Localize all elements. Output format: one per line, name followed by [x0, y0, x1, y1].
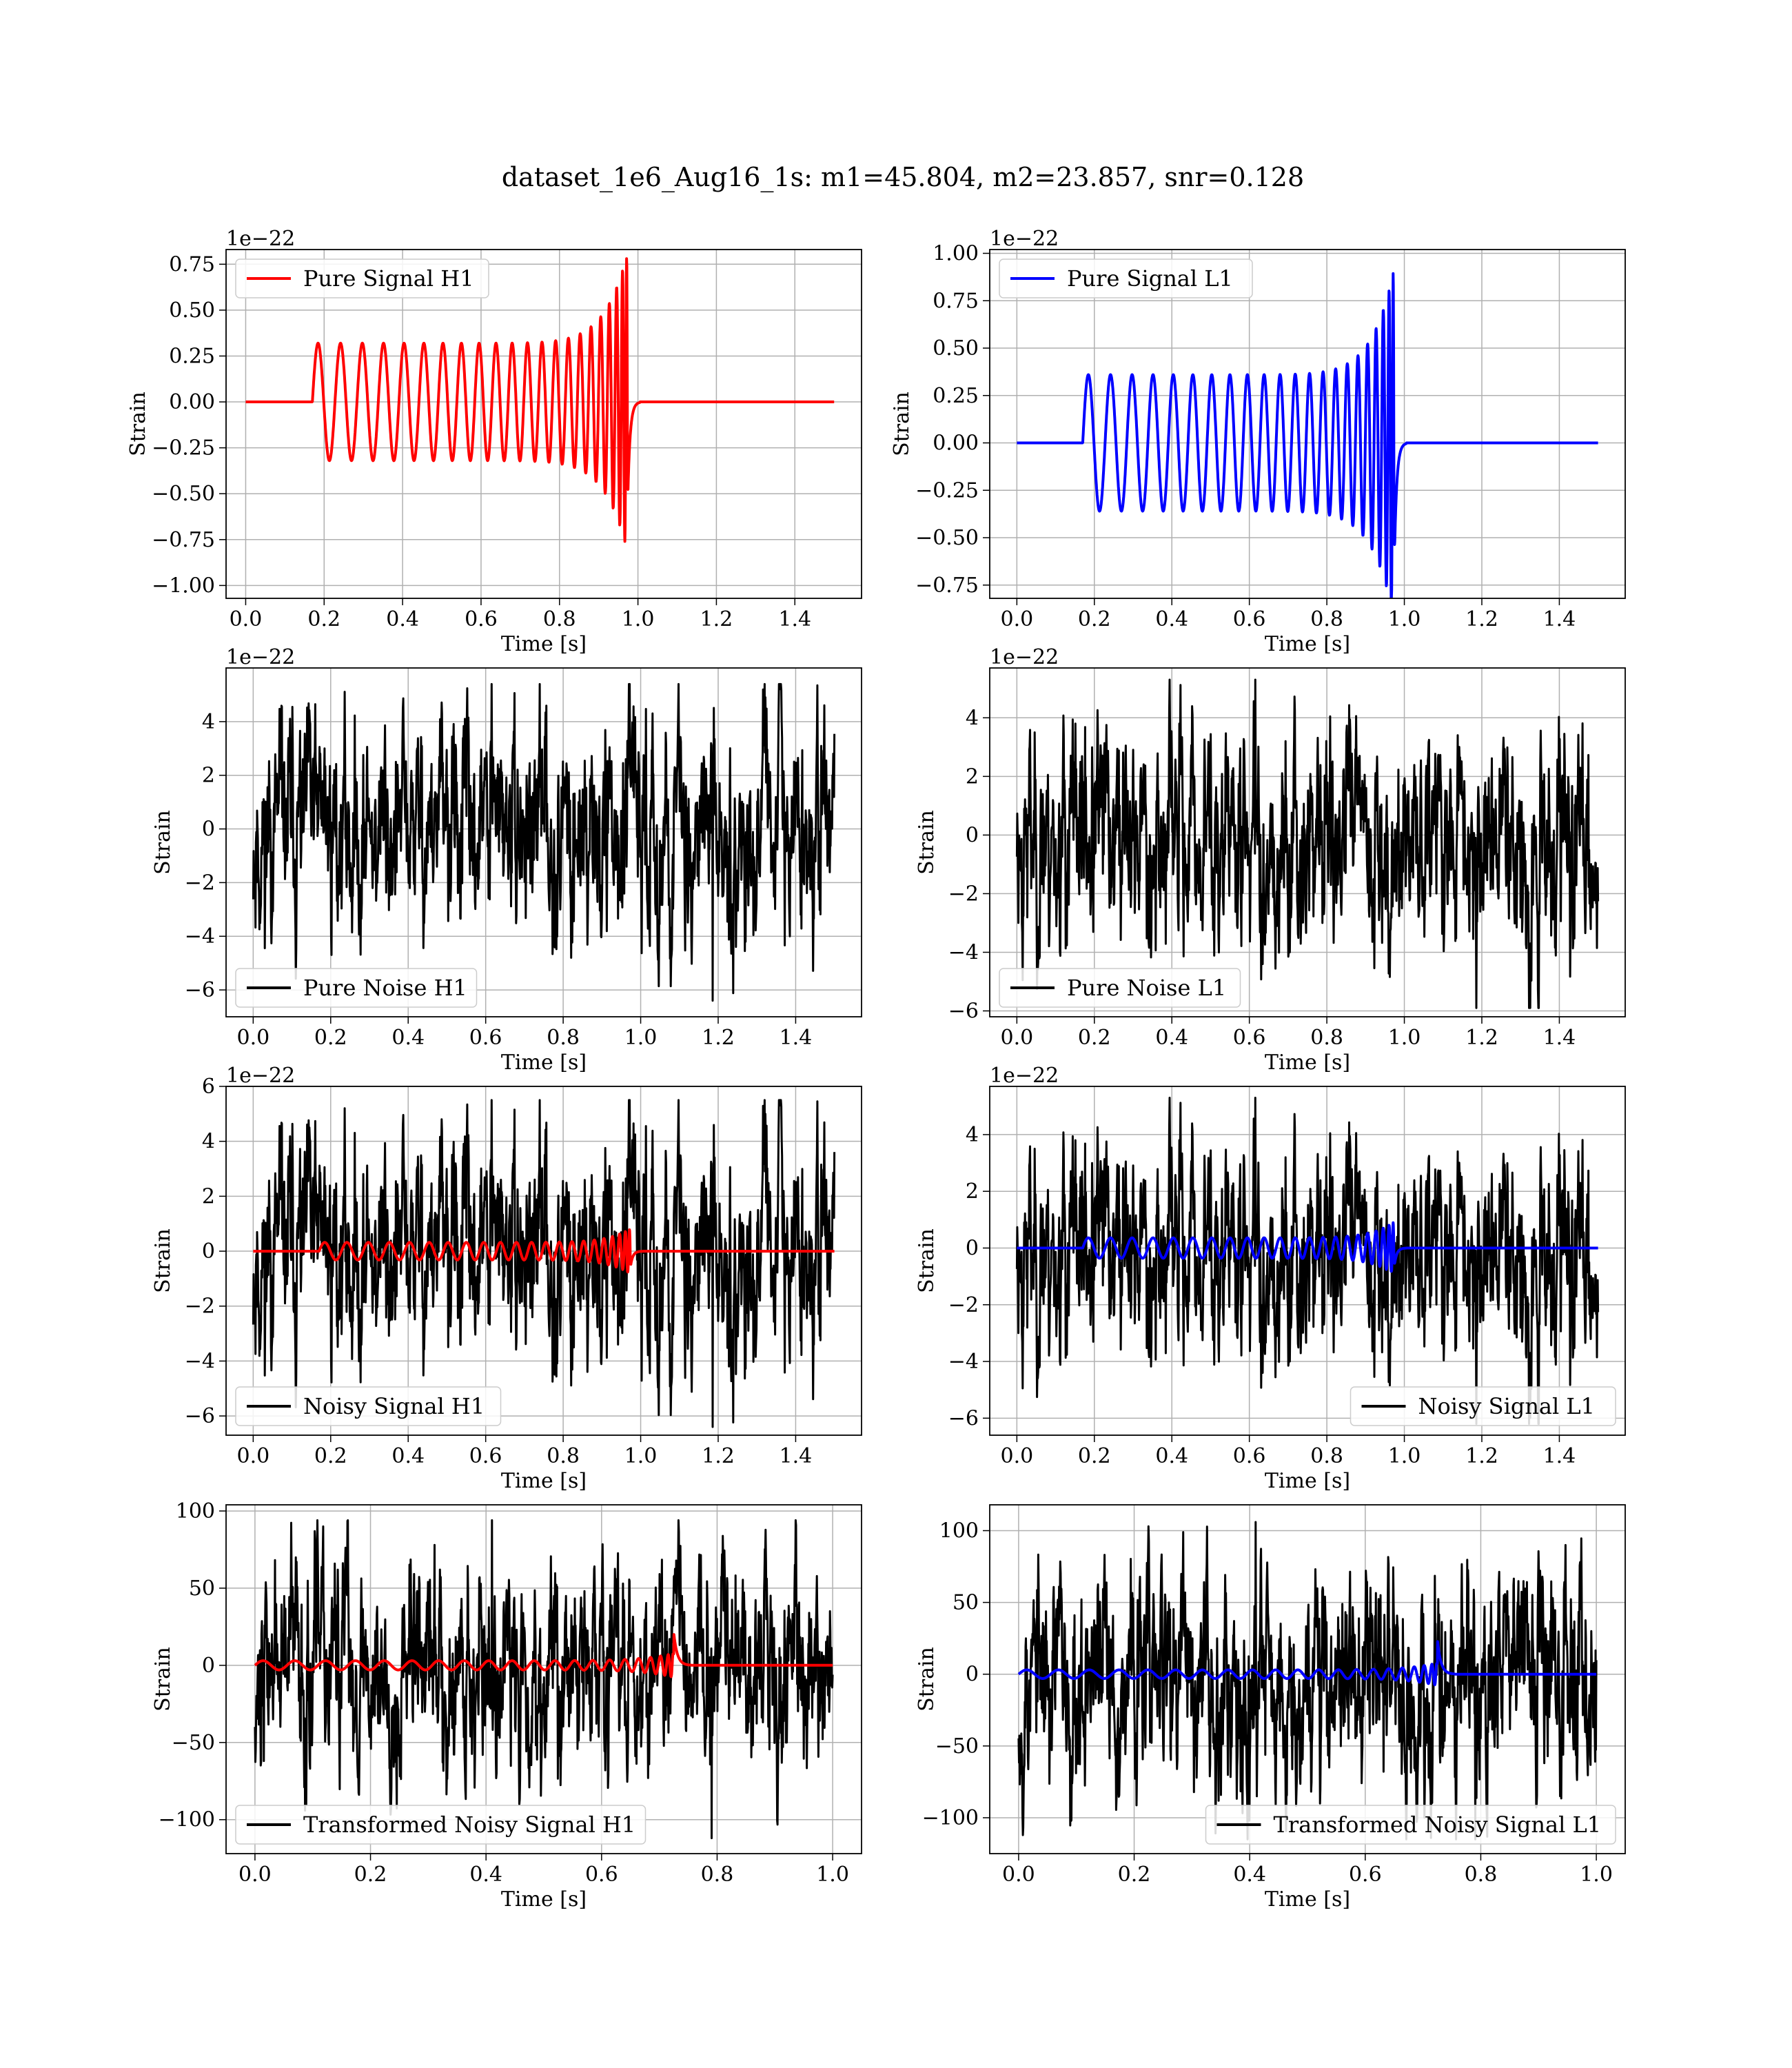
x-tick-label: 1.4	[1542, 1444, 1576, 1468]
x-tick-label: 0.0	[229, 607, 263, 631]
x-axis-label: Time [s]	[500, 632, 587, 656]
y-tick-label: −2	[184, 1294, 215, 1319]
y-tick-label: 0.25	[933, 383, 979, 408]
y-tick-label: 2	[965, 764, 979, 789]
x-tick-label: 0.0	[238, 1863, 272, 1887]
x-tick-label: 0.8	[1464, 1863, 1498, 1887]
x-tick-label: 1.4	[1542, 1026, 1576, 1050]
y-tick-label: 0	[201, 1239, 215, 1264]
legend-label: Pure Signal L1	[1067, 265, 1233, 292]
y-tick-label: 0.00	[933, 431, 979, 456]
x-tick-label: 1.0	[624, 1026, 658, 1050]
x-tick-label: 0.4	[391, 1026, 425, 1050]
y-offset-text: 1e−22	[990, 645, 1059, 669]
y-tick-label: 0.50	[169, 298, 215, 323]
x-tick-label: 0.2	[1077, 1444, 1111, 1468]
y-tick-label: 0.75	[933, 289, 979, 314]
y-tick-label: 0	[965, 823, 979, 848]
legend-label: Pure Noise L1	[1067, 975, 1227, 1001]
y-offset-text: 1e−22	[226, 1064, 296, 1088]
legend	[1351, 1387, 1616, 1426]
x-axis-label: Time [s]	[1264, 1887, 1351, 1912]
y-tick-label: −4	[184, 924, 215, 949]
y-axis-label: Strain	[915, 810, 939, 875]
y-tick-label: −0.25	[915, 478, 979, 503]
y-tick-label: 0.00	[169, 390, 215, 415]
y-tick-label: −6	[948, 999, 979, 1024]
y-offset-text: 1e−22	[226, 227, 296, 251]
x-tick-label: 0.6	[1348, 1863, 1382, 1887]
y-tick-label: −0.25	[152, 436, 215, 460]
x-tick-label: 0.6	[469, 1444, 502, 1468]
x-tick-label: 0.4	[469, 1863, 503, 1887]
x-tick-label: 0.6	[1232, 607, 1266, 631]
x-tick-label: 1.4	[779, 1026, 813, 1050]
y-tick-label: −50	[171, 1730, 215, 1755]
x-tick-label: 0.2	[307, 607, 341, 631]
y-tick-label: 4	[201, 709, 215, 734]
legend	[236, 1805, 646, 1844]
x-tick-label: 0.0	[236, 1026, 270, 1050]
x-tick-label: 0.8	[1310, 1444, 1343, 1468]
x-tick-label: 0.8	[700, 1863, 734, 1887]
x-tick-label: 1.4	[778, 607, 812, 631]
x-tick-label: 1.2	[702, 1026, 735, 1050]
y-tick-label: −4	[184, 1349, 215, 1374]
x-tick-label: 0.6	[1232, 1444, 1266, 1468]
x-tick-label: 0.4	[1155, 607, 1189, 631]
y-offset-text: 1e−22	[226, 645, 296, 669]
y-tick-label: −100	[158, 1807, 215, 1832]
x-tick-label: 1.0	[1387, 1026, 1421, 1050]
x-tick-label: 0.0	[1000, 1444, 1034, 1468]
x-tick-label: 1.2	[1465, 1444, 1498, 1468]
y-tick-label: 4	[965, 1122, 979, 1147]
y-tick-label: −6	[184, 1404, 215, 1429]
x-tick-label: 0.0	[236, 1444, 270, 1468]
y-tick-label: −4	[948, 1350, 979, 1375]
x-tick-label: 0.4	[1155, 1026, 1189, 1050]
y-tick-label: 0.25	[169, 344, 215, 369]
x-tick-label: 1.2	[700, 607, 733, 631]
legend	[999, 969, 1241, 1007]
x-tick-label: 0.4	[1233, 1863, 1267, 1887]
y-axis-label: Strain	[915, 1647, 939, 1712]
legend	[236, 969, 477, 1007]
y-tick-label: 0	[965, 1236, 979, 1261]
y-tick-label: 0.50	[933, 336, 979, 361]
y-tick-label: −2	[948, 1292, 979, 1317]
x-tick-label: 0.0	[1000, 607, 1034, 631]
x-tick-label: 1.0	[1387, 1444, 1421, 1468]
x-tick-label: 1.4	[779, 1444, 813, 1468]
x-tick-label: 1.2	[1465, 607, 1498, 631]
y-offset-text: 1e−22	[990, 227, 1059, 251]
x-tick-label: 0.2	[1077, 607, 1111, 631]
x-tick-label: 0.8	[542, 607, 576, 631]
legend	[236, 259, 489, 298]
y-tick-label: −0.50	[915, 526, 979, 550]
figure-title: dataset_1e6_Aug16_1s: m1=45.804, m2=23.857, snr=0.128	[501, 162, 1305, 192]
x-tick-label: 0.2	[1077, 1026, 1111, 1050]
y-tick-label: 6	[201, 1075, 215, 1099]
y-offset-text: 1e−22	[990, 1064, 1059, 1088]
y-tick-label: 4	[965, 706, 979, 731]
x-tick-label: 0.4	[386, 607, 419, 631]
y-tick-label: 100	[175, 1499, 215, 1523]
x-tick-label: 0.2	[314, 1026, 347, 1050]
y-tick-label: 50	[952, 1590, 979, 1615]
legend-label: Pure Signal H1	[303, 265, 474, 292]
x-axis-label: Time [s]	[500, 1051, 587, 1075]
legend-label: Transformed Noisy Signal L1	[1273, 1812, 1602, 1838]
legend-label: Noisy Signal H1	[303, 1393, 485, 1419]
legend-label: Transformed Noisy Signal H1	[303, 1812, 636, 1838]
y-tick-label: −0.50	[152, 482, 215, 507]
y-tick-label: −6	[948, 1406, 979, 1431]
y-tick-label: −50	[935, 1734, 979, 1758]
y-tick-label: 50	[188, 1576, 215, 1601]
x-tick-label: 1.0	[624, 1444, 658, 1468]
x-tick-label: 0.4	[1155, 1444, 1189, 1468]
y-tick-label: 100	[939, 1519, 979, 1543]
y-tick-label: −6	[184, 978, 215, 1003]
legend	[999, 259, 1252, 298]
x-tick-label: 0.0	[1002, 1863, 1035, 1887]
y-tick-label: 0.75	[169, 252, 215, 277]
x-axis-label: Time [s]	[500, 1887, 587, 1912]
legend	[236, 1387, 501, 1426]
x-tick-label: 1.4	[1542, 607, 1576, 631]
x-tick-label: 0.2	[314, 1444, 347, 1468]
y-tick-label: −1.00	[152, 574, 215, 598]
x-tick-label: 0.8	[1310, 607, 1343, 631]
legend	[1206, 1805, 1616, 1844]
y-tick-label: −0.75	[152, 527, 215, 552]
x-tick-label: 0.6	[584, 1863, 618, 1887]
x-tick-label: 0.2	[354, 1863, 387, 1887]
y-tick-label: −2	[948, 882, 979, 906]
x-axis-label: Time [s]	[1264, 1469, 1351, 1493]
x-tick-label: 0.6	[1232, 1026, 1266, 1050]
x-tick-label: 1.2	[1465, 1026, 1498, 1050]
x-axis-label: Time [s]	[500, 1469, 587, 1493]
y-tick-label: 2	[965, 1179, 979, 1204]
x-tick-label: 0.4	[391, 1444, 425, 1468]
y-tick-label: 2	[201, 1184, 215, 1209]
y-tick-label: −0.75	[915, 573, 979, 598]
y-tick-label: 2	[201, 763, 215, 788]
y-tick-label: 0	[201, 1653, 215, 1678]
y-axis-label: Strain	[915, 1228, 939, 1293]
y-axis-label: Strain	[151, 1228, 175, 1293]
x-tick-label: 1.0	[621, 607, 655, 631]
y-tick-label: 4	[201, 1129, 215, 1154]
y-axis-label: Strain	[151, 810, 175, 875]
y-tick-label: 1.00	[933, 241, 979, 266]
x-tick-label: 0.6	[465, 607, 498, 631]
x-axis-label: Time [s]	[1264, 632, 1351, 656]
y-tick-label: −4	[948, 940, 979, 965]
x-tick-label: 1.0	[816, 1863, 849, 1887]
legend-label: Pure Noise H1	[303, 975, 467, 1001]
x-tick-label: 1.2	[702, 1444, 735, 1468]
y-axis-label: Strain	[890, 392, 914, 456]
x-tick-label: 0.6	[469, 1026, 502, 1050]
y-tick-label: −100	[922, 1805, 979, 1830]
x-axis-label: Time [s]	[1264, 1051, 1351, 1075]
y-tick-label: −2	[184, 871, 215, 895]
x-tick-label: 1.0	[1580, 1863, 1613, 1887]
x-tick-label: 0.8	[547, 1026, 580, 1050]
x-tick-label: 0.8	[547, 1444, 580, 1468]
y-tick-label: 0	[965, 1662, 979, 1687]
x-tick-label: 0.8	[1310, 1026, 1343, 1050]
x-tick-label: 0.0	[1000, 1026, 1034, 1050]
legend-label: Noisy Signal L1	[1418, 1393, 1596, 1419]
y-tick-label: 0	[201, 817, 215, 842]
x-tick-label: 1.0	[1387, 607, 1421, 631]
y-axis-label: Strain	[151, 1647, 175, 1712]
x-tick-label: 0.2	[1117, 1863, 1151, 1887]
y-axis-label: Strain	[126, 392, 150, 456]
